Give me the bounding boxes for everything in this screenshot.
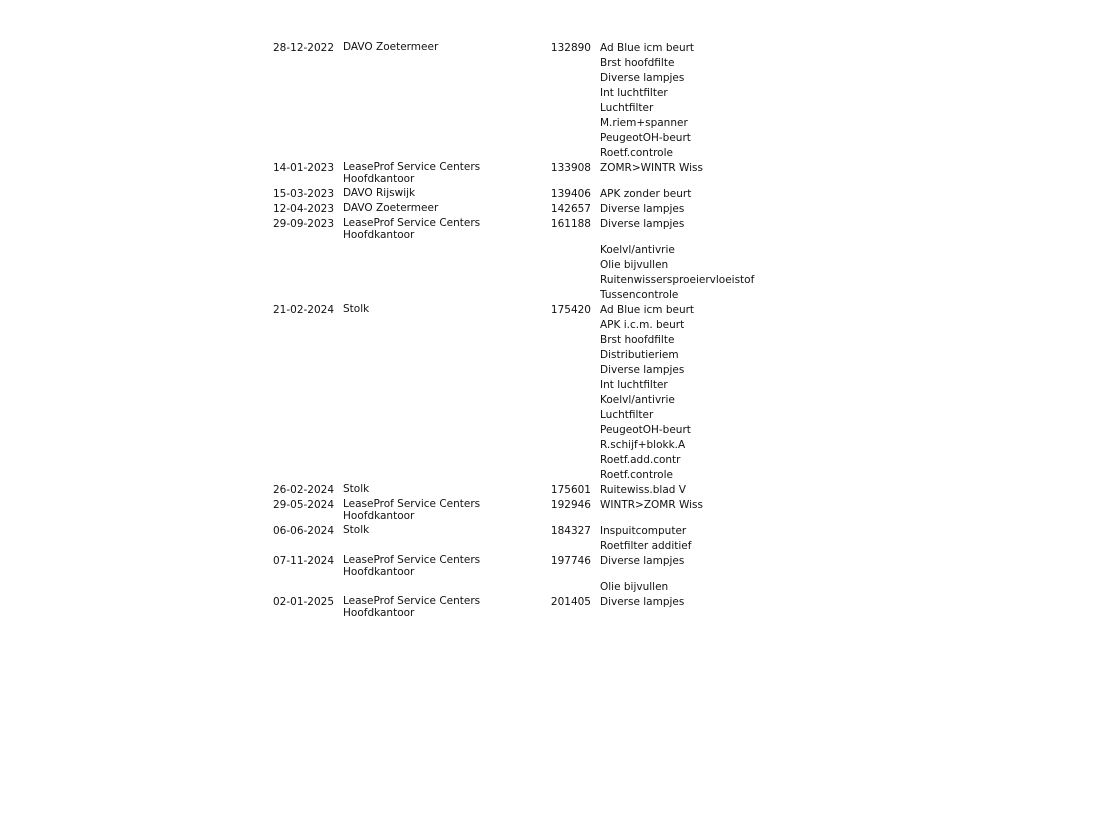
garage-name xyxy=(343,499,548,522)
garage-name-line: Stolk xyxy=(343,524,370,536)
service-date: 21-02-2024 xyxy=(273,304,335,316)
garage-name-line: LeaseProf Service Centers xyxy=(343,161,481,173)
service-date: 12-04-2023 xyxy=(273,203,335,215)
odometer-km: 175420 xyxy=(550,304,591,316)
service-item: Distributieriem xyxy=(600,349,679,361)
service-date: 29-05-2024 xyxy=(273,499,335,511)
garage-name xyxy=(343,218,548,241)
service-item: Roetfilter additief xyxy=(600,540,692,552)
service-item: PeugeotOH-beurt xyxy=(600,424,691,436)
garage-name-line: Hoofdkantoor xyxy=(343,565,415,578)
service-item: Roetf.controle xyxy=(600,469,673,481)
odometer-km: 132890 xyxy=(550,42,591,54)
service-item: ZOMR>WINTR Wiss xyxy=(600,162,704,174)
garage-name-line: Stolk xyxy=(343,483,370,495)
service-item: Ad Blue icm beurt xyxy=(600,42,695,54)
service-item: Diverse lampjes xyxy=(600,596,685,608)
service-item: Int luchtfilter xyxy=(600,87,668,99)
service-date: 14-01-2023 xyxy=(273,162,335,174)
service-item: Int luchtfilter xyxy=(600,379,668,391)
service-item: PeugeotOH-beurt xyxy=(600,132,691,144)
service-item: R.schijf+blokk.A xyxy=(600,439,686,451)
garage-name-line: LeaseProf Service Centers xyxy=(343,595,481,607)
garage-name-line: DAVO Zoetermeer xyxy=(343,202,439,214)
garage-name xyxy=(343,42,548,54)
garage-name xyxy=(343,596,548,619)
service-item: Luchtfilter xyxy=(600,409,654,421)
service-item: Ruitewiss.blad V xyxy=(600,484,686,496)
garage-name-line: LeaseProf Service Centers xyxy=(343,554,481,566)
garage-name xyxy=(343,203,548,215)
garage-name xyxy=(343,525,548,537)
service-item: Olie bijvullen xyxy=(600,581,669,593)
odometer-km: 139406 xyxy=(550,188,591,200)
service-item: Diverse lampjes xyxy=(600,555,685,567)
odometer-km: 175601 xyxy=(550,484,591,496)
service-item: Inspuitcomputer xyxy=(600,525,687,537)
service-item: Koelvl/antivrie xyxy=(600,244,675,256)
service-item: M.riem+spanner xyxy=(600,117,688,129)
garage-name-line: Hoofdkantoor xyxy=(343,509,415,522)
odometer-km: 201405 xyxy=(550,596,591,608)
service-date: 29-09-2023 xyxy=(273,218,335,230)
garage-name xyxy=(343,304,548,316)
service-item: Ruitenwissersproeiervloeistof xyxy=(600,274,755,286)
odometer-km: 197746 xyxy=(550,555,591,567)
service-item: APK i.c.m. beurt xyxy=(600,319,685,331)
garage-name-line: DAVO Rijswijk xyxy=(343,187,416,199)
service-item: Ad Blue icm beurt xyxy=(600,304,695,316)
service-date: 15-03-2023 xyxy=(273,188,335,200)
service-item: Olie bijvullen xyxy=(600,259,669,271)
service-item: Brst hoofdfilte xyxy=(600,334,675,346)
odometer-km: 184327 xyxy=(550,525,591,537)
garage-name xyxy=(343,555,548,578)
service-item: Diverse lampjes xyxy=(600,218,685,230)
service-item: Diverse lampjes xyxy=(600,72,685,84)
garage-name-line: Hoofdkantoor xyxy=(343,172,415,185)
garage-name-line: DAVO Zoetermeer xyxy=(343,41,439,53)
odometer-km: 142657 xyxy=(550,203,591,215)
service-date: 26-02-2024 xyxy=(273,484,335,496)
garage-name xyxy=(343,484,548,496)
garage-name xyxy=(343,162,548,185)
service-date: 07-11-2024 xyxy=(273,555,335,567)
service-item: Luchtfilter xyxy=(600,102,654,114)
service-item: Koelvl/antivrie xyxy=(600,394,675,406)
service-item: Roetf.add.contr xyxy=(600,454,681,466)
service-date: 06-06-2024 xyxy=(273,525,335,537)
service-item: Diverse lampjes xyxy=(600,364,685,376)
garage-name-line: Hoofdkantoor xyxy=(343,228,415,241)
odometer-km: 192946 xyxy=(550,499,591,511)
garage-name-line: Hoofdkantoor xyxy=(343,606,415,619)
garage-name xyxy=(343,188,548,200)
service-item: Brst hoofdfilte xyxy=(600,57,675,69)
service-date: 02-01-2025 xyxy=(273,596,335,608)
garage-name-line: Stolk xyxy=(343,303,370,315)
garage-name-line: LeaseProf Service Centers xyxy=(343,217,481,229)
odometer-km: 133908 xyxy=(550,162,591,174)
service-item: Diverse lampjes xyxy=(600,203,685,215)
service-item: Roetf.controle xyxy=(600,147,673,159)
odometer-km: 161188 xyxy=(550,218,591,230)
garage-name-line: LeaseProf Service Centers xyxy=(343,498,481,510)
service-item: WINTR>ZOMR Wiss xyxy=(600,499,704,511)
service-date: 28-12-2022 xyxy=(273,42,335,54)
service-item: APK zonder beurt xyxy=(600,188,692,200)
service-item: Tussencontrole xyxy=(600,289,679,301)
